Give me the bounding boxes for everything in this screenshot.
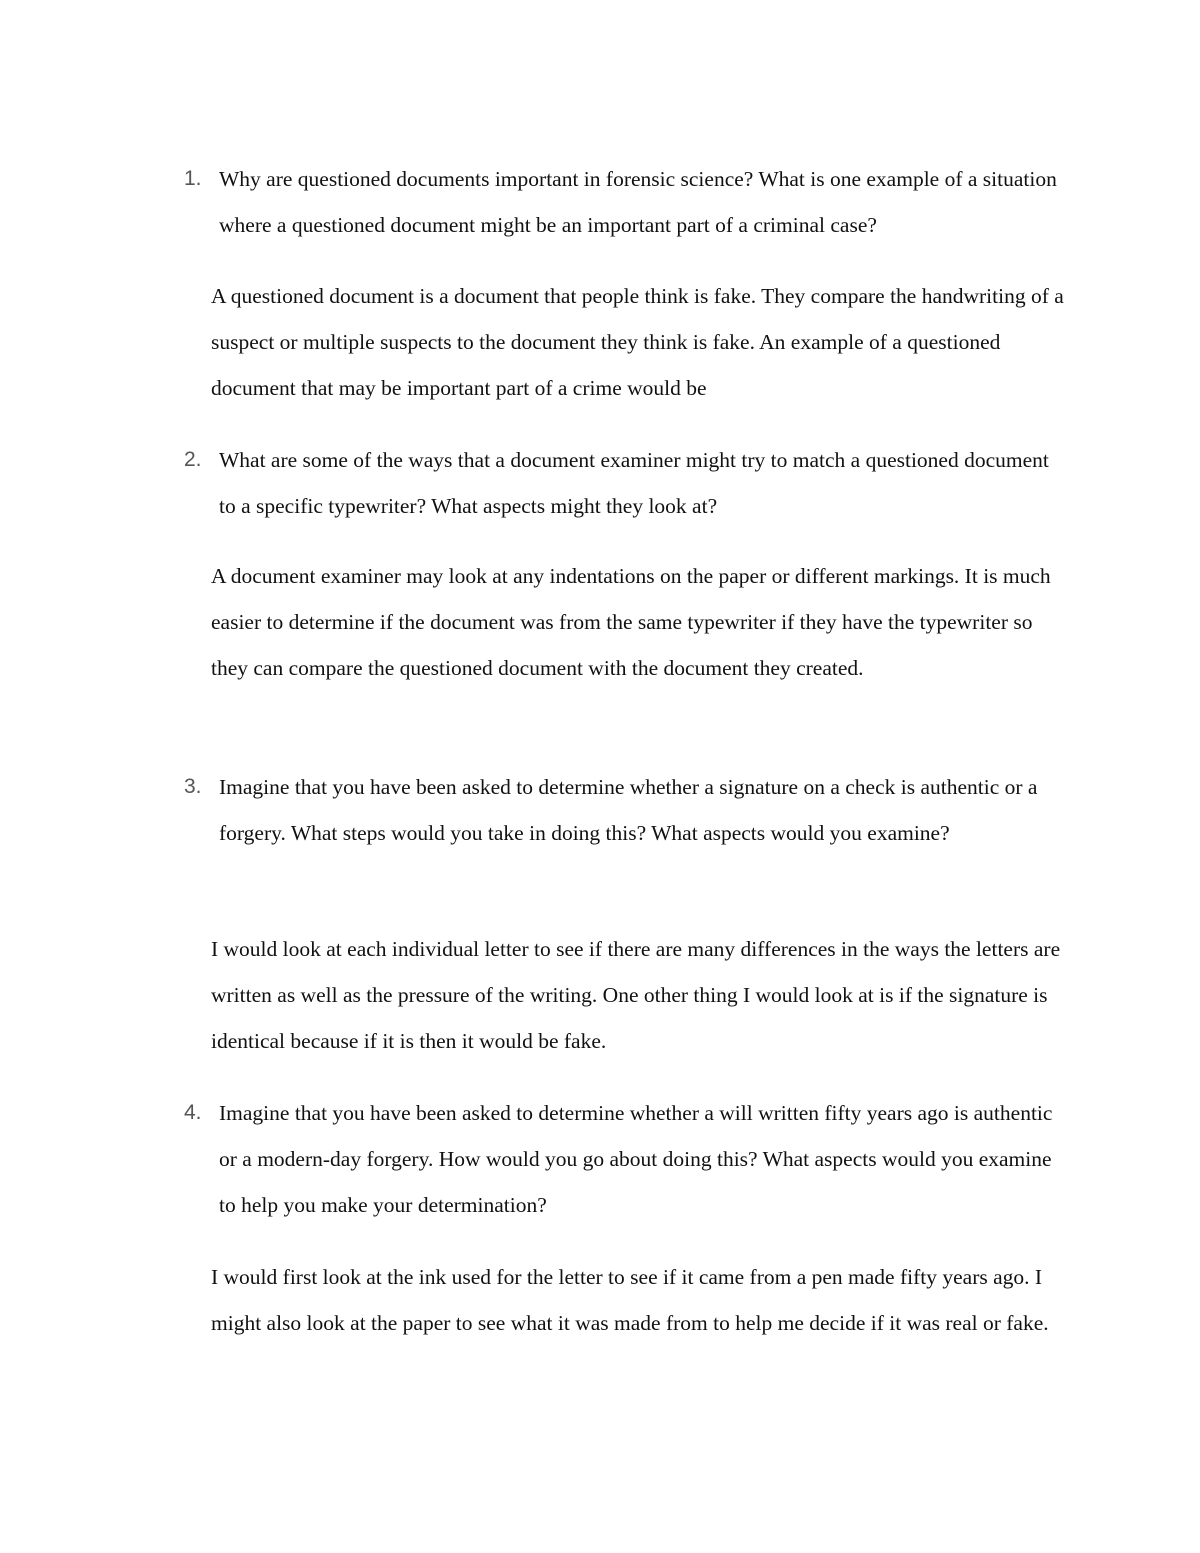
question-number: 3. [184, 775, 202, 798]
answer-text: A questioned document is a document that people think is fake. They compare the handwriting of a suspect or multiple suspects to the document they think is fake. An example of a questioned document that may be important part of a crime would be [211, 284, 1064, 400]
question-text: Imagine that you have been asked to determine whether a signature on a check is authentic or a forgery. What steps would you take in doing this? What aspects would you examine? [219, 775, 1038, 845]
question-text: What are some of the ways that a document examiner might try to match a questioned document to a specific typewriter? What aspects might they look at? [219, 448, 1049, 518]
question-text: Why are questioned documents important in forensic science? What is one example of a situation where a questioned document might be an important part of a criminal case? [219, 167, 1057, 237]
question-number: 2. [184, 448, 202, 471]
answer-text: A document examiner may look at any indentations on the paper or different markings. It is much easier to determine if the document was from the same typewriter if they have the typewriter so they can compare the questioned document with the document they created. [211, 564, 1051, 680]
answer-text: I would first look at the ink used for the letter to see if it came from a pen made fifty years ago. I might also look at the paper to see what it was made from to help me decide if it was real or fake. [211, 1265, 1049, 1335]
question-text: Imagine that you have been asked to determine whether a will written fifty years ago is authentic or a modern-day forgery. How would you go about doing this? What aspects would you examine to help you make your determination? [219, 1101, 1053, 1217]
question-number: 4. [184, 1101, 202, 1124]
question-number: 1. [184, 167, 202, 190]
answer-text: I would look at each individual letter to see if there are many differences in the ways the letters are written as well as the pressure of the writing. One other thing I would look at is if the signature is identical because if it is then it would be fake. [211, 937, 1061, 1053]
